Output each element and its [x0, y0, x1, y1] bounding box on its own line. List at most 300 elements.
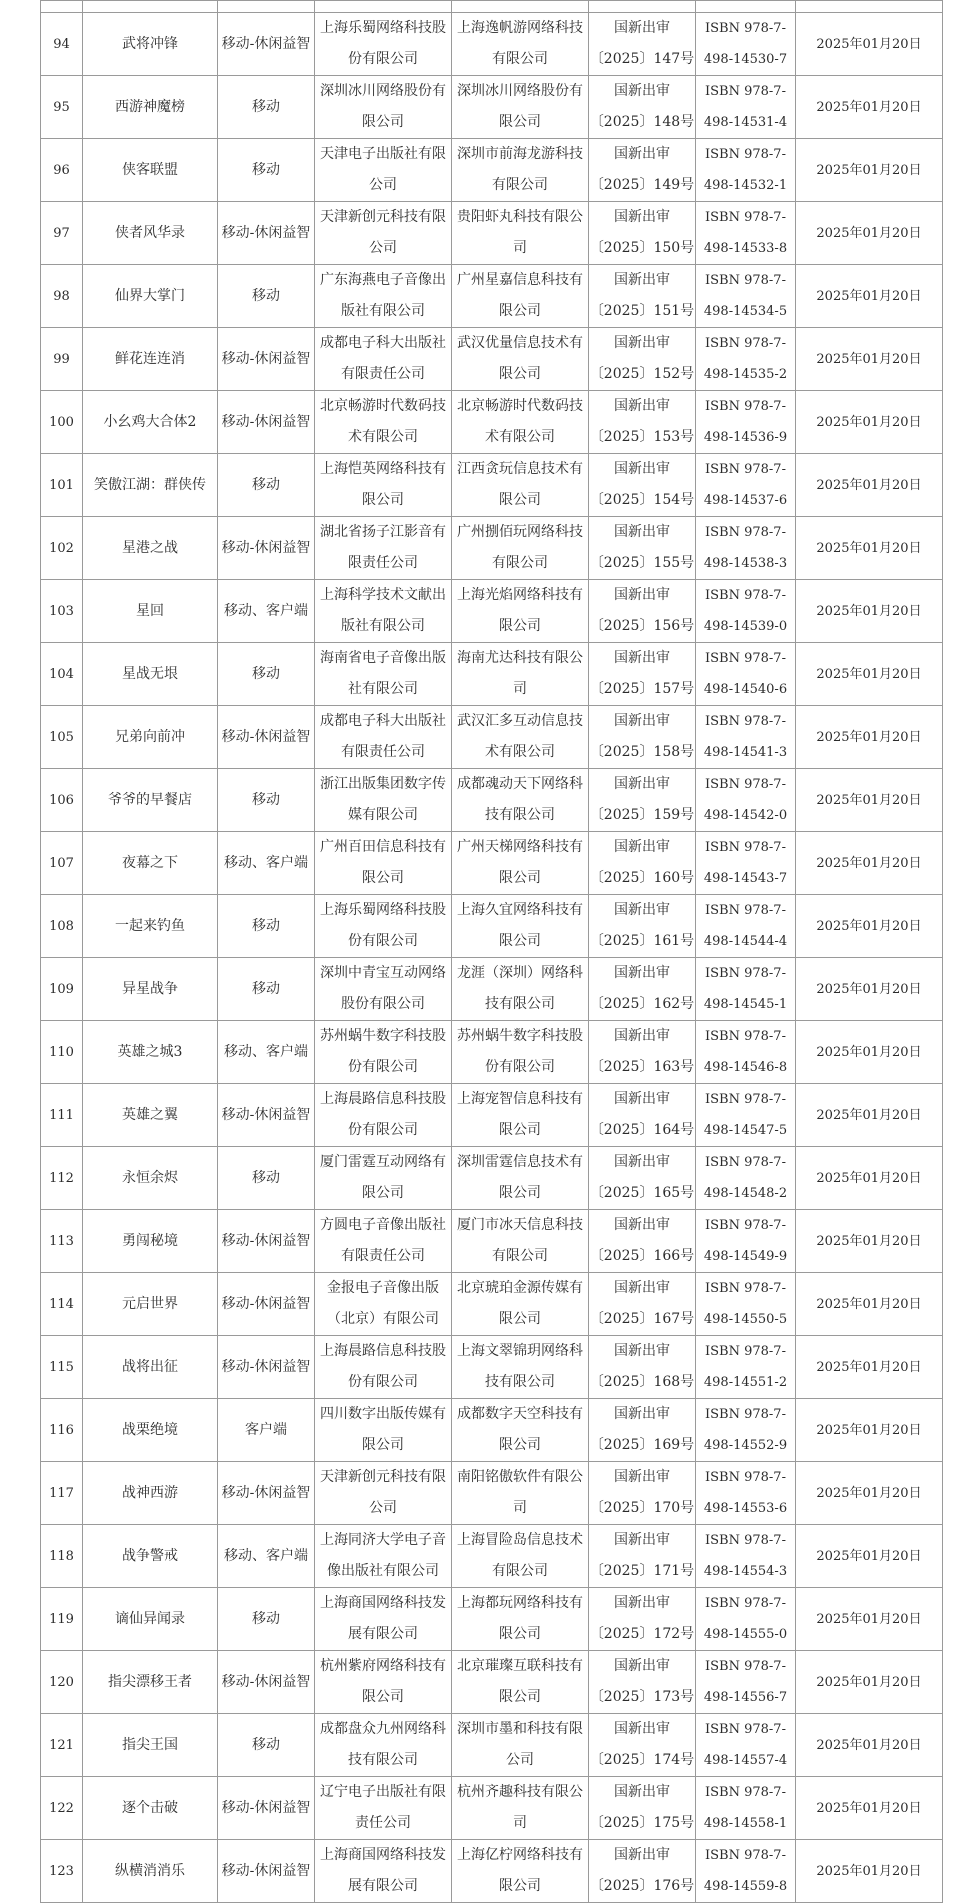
- isbn-line: 498-14552-9: [703, 1438, 788, 1453]
- approval-number-line: 国新出审: [614, 272, 670, 288]
- isbn-line: ISBN 978-7-: [705, 273, 786, 288]
- publisher-line: 限公司: [362, 1689, 404, 1705]
- cell-approval-number: [589, 1714, 696, 1777]
- table-row: [41, 1525, 943, 1588]
- isbn-line: 498-14541-3: [703, 745, 788, 760]
- cell-approval-number: [589, 202, 696, 265]
- cell-publisher: [315, 769, 452, 832]
- cell-operator: [452, 517, 589, 580]
- cell-row-number: 102: [41, 517, 83, 580]
- cell-row-number: 113: [41, 1210, 83, 1273]
- publisher-line: 份有限公司: [348, 1059, 418, 1075]
- approval-number-line: 〔2025〕155号: [589, 555, 695, 571]
- cell-approval-number: [589, 1021, 696, 1084]
- approval-number-line: 国新出审: [614, 965, 670, 981]
- cell-game-category: 移动、客户端: [218, 1021, 315, 1084]
- cell-operator: [452, 76, 589, 139]
- cell-approval-number: [589, 643, 696, 706]
- isbn-line: 498-14546-8: [703, 1060, 788, 1075]
- cell-approval-date: 2025年01月20日: [796, 832, 943, 895]
- publisher-line: 限公司: [362, 870, 404, 886]
- cell-game-name: 战神西游: [83, 1462, 218, 1525]
- cell-row-number: 96: [41, 139, 83, 202]
- table-row: [41, 895, 943, 958]
- approval-number-line: 国新出审: [614, 1091, 670, 1107]
- publisher-line: 份有限公司: [348, 933, 418, 949]
- cell-operator: [452, 1147, 589, 1210]
- cell-approval-date: 2025年01月20日: [796, 1588, 943, 1651]
- isbn-line: 498-14545-1: [703, 997, 788, 1012]
- approval-number-line: 〔2025〕150号: [589, 240, 695, 256]
- publisher-line: 广东海燕电子音像出: [320, 272, 446, 288]
- cell-approval-date: 2025年01月20日: [796, 1084, 943, 1147]
- operator-line: 上海文翠锦玥网络科: [457, 1343, 583, 1359]
- cell-approval-date: 2025年01月20日: [796, 265, 943, 328]
- operator-line: 限公司: [499, 1878, 541, 1894]
- cell-isbn: [696, 895, 796, 958]
- publisher-line: 有限责任公司: [341, 1248, 425, 1264]
- isbn-line: ISBN 978-7-: [705, 21, 786, 36]
- isbn-line: 498-14559-8: [703, 1879, 788, 1894]
- cell-isbn: [696, 769, 796, 832]
- isbn-line: 498-14554-3: [703, 1564, 788, 1579]
- isbn-line: 498-14533-8: [703, 241, 788, 256]
- cell-publisher: [315, 1084, 452, 1147]
- cell-approval-date: 2025年01月20日: [796, 1273, 943, 1336]
- cell-publisher: [315, 1777, 452, 1840]
- cell-publisher: [315, 1462, 452, 1525]
- isbn-line: 498-14544-4: [703, 934, 788, 949]
- isbn-line: 498-14537-6: [703, 493, 788, 508]
- cell-game-name: 夜幕之下: [83, 832, 218, 895]
- cell-game-category: 移动-休闲益智: [218, 1210, 315, 1273]
- isbn-line: 498-14540-6: [703, 682, 788, 697]
- isbn-line: ISBN 978-7-: [705, 1218, 786, 1233]
- cell-approval-number: [589, 1273, 696, 1336]
- cell-empty: [83, 1, 218, 13]
- publisher-line: 上海商国网络科技发: [320, 1847, 446, 1863]
- cell-game-name: 逐个击破: [83, 1777, 218, 1840]
- operator-line: 北京琥珀金源传媒有: [457, 1280, 583, 1296]
- publisher-line: 像出版社有限公司: [327, 1563, 439, 1579]
- cell-game-category: 移动、客户端: [218, 1525, 315, 1588]
- operator-line: 苏州蜗牛数字科技股: [457, 1028, 583, 1044]
- publisher-line: 公司: [369, 177, 397, 193]
- cell-empty: [452, 1, 589, 13]
- cell-publisher: [315, 1588, 452, 1651]
- cell-publisher: [315, 391, 452, 454]
- cell-approval-number: [589, 1840, 696, 1903]
- publisher-line: 上海晨路信息科技股: [320, 1091, 446, 1107]
- cell-game-category: 移动-休闲益智: [218, 328, 315, 391]
- cell-publisher: [315, 1336, 452, 1399]
- cell-game-name: 一起来钓鱼: [83, 895, 218, 958]
- cell-isbn: [696, 1273, 796, 1336]
- cell-game-category: 移动-休闲益智: [218, 1273, 315, 1336]
- approval-number-line: 国新出审: [614, 398, 670, 414]
- isbn-line: 498-14539-0: [703, 619, 788, 634]
- cell-approval-number: [589, 958, 696, 1021]
- operator-line: 司: [513, 681, 527, 697]
- table-body: [41, 1, 943, 1903]
- cell-operator: [452, 706, 589, 769]
- operator-line: 广州捌佰玩网络科技: [457, 524, 583, 540]
- cell-game-name: 星战无垠: [83, 643, 218, 706]
- approval-number-line: 国新出审: [614, 650, 670, 666]
- approval-number-line: 〔2025〕149号: [589, 177, 695, 193]
- cell-game-category: 移动-休闲益智: [218, 391, 315, 454]
- isbn-line: 498-14532-1: [703, 178, 788, 193]
- publisher-line: 限公司: [362, 1437, 404, 1453]
- table-row: [41, 706, 943, 769]
- cell-isbn: [696, 1462, 796, 1525]
- isbn-line: ISBN 978-7-: [705, 462, 786, 477]
- approval-number-line: 〔2025〕160号: [589, 870, 695, 886]
- approval-number-line: 〔2025〕158号: [589, 744, 695, 760]
- isbn-line: 498-14558-1: [703, 1816, 788, 1831]
- cell-game-name: 鲜花连连消: [83, 328, 218, 391]
- approval-number-line: 国新出审: [614, 1784, 670, 1800]
- approval-number-line: 国新出审: [614, 1154, 670, 1170]
- publisher-line: 辽宁电子出版社有限: [320, 1784, 446, 1800]
- cell-publisher: [315, 706, 452, 769]
- operator-line: 限公司: [499, 1311, 541, 1327]
- table-row: [41, 139, 943, 202]
- operator-line: 上海光焰网络科技有: [457, 587, 583, 603]
- cell-isbn: [696, 1336, 796, 1399]
- cell-isbn: [696, 1084, 796, 1147]
- cell-approval-date: 2025年01月20日: [796, 328, 943, 391]
- approval-number-line: 〔2025〕171号: [589, 1563, 695, 1579]
- cell-publisher: [315, 454, 452, 517]
- publisher-line: 公司: [369, 240, 397, 256]
- cell-row-number: 110: [41, 1021, 83, 1084]
- cell-row-number: 97: [41, 202, 83, 265]
- cell-isbn: [696, 1777, 796, 1840]
- table-row: [41, 1336, 943, 1399]
- table-row: [41, 832, 943, 895]
- approval-number-line: 国新出审: [614, 902, 670, 918]
- cell-game-category: 移动: [218, 769, 315, 832]
- approval-number-line: 国新出审: [614, 461, 670, 477]
- publisher-line: 媒有限公司: [348, 807, 418, 823]
- cell-operator: [452, 1273, 589, 1336]
- isbn-line: ISBN 978-7-: [705, 1722, 786, 1737]
- publisher-line: 方圆电子音像出版社: [320, 1217, 446, 1233]
- isbn-line: 498-14530-7: [703, 52, 788, 67]
- cell-game-category: 移动-休闲益智: [218, 1084, 315, 1147]
- cell-game-name: 笑傲江湖：群侠传: [83, 454, 218, 517]
- cell-row-number: 107: [41, 832, 83, 895]
- approval-number-line: 国新出审: [614, 1469, 670, 1485]
- isbn-line: ISBN 978-7-: [705, 966, 786, 981]
- publisher-line: 天津新创元科技有限: [320, 209, 446, 225]
- cell-approval-date: 2025年01月20日: [796, 139, 943, 202]
- cell-publisher: [315, 832, 452, 895]
- cell-isbn: [696, 706, 796, 769]
- operator-line: 限公司: [499, 303, 541, 319]
- isbn-line: ISBN 978-7-: [705, 1281, 786, 1296]
- publisher-line: 天津电子出版社有限: [320, 146, 446, 162]
- cell-approval-number: [589, 1210, 696, 1273]
- cell-game-name: 小幺鸡大合体2: [83, 391, 218, 454]
- operator-line: 技有限公司: [485, 996, 555, 1012]
- cell-game-category: 移动-休闲益智: [218, 1840, 315, 1903]
- operator-line: 深圳市前海龙游科技: [457, 146, 583, 162]
- operator-line: 北京畅游时代数码技: [457, 398, 583, 414]
- cell-approval-number: [589, 1651, 696, 1714]
- operator-line: 司: [513, 240, 527, 256]
- operator-line: 海南尤达科技有限公: [457, 650, 583, 666]
- isbn-line: 498-14543-7: [703, 871, 788, 886]
- operator-line: 南阳铭傲软件有限公: [457, 1469, 583, 1485]
- cell-approval-date: 2025年01月20日: [796, 1399, 943, 1462]
- cell-row-number: 95: [41, 76, 83, 139]
- isbn-line: 498-14531-4: [703, 115, 788, 130]
- cell-game-category: 移动-休闲益智: [218, 706, 315, 769]
- cell-game-category: 移动: [218, 1714, 315, 1777]
- operator-line: 有限公司: [492, 1563, 548, 1579]
- approval-number-line: 〔2025〕170号: [589, 1500, 695, 1516]
- operator-line: 公司: [506, 1752, 534, 1768]
- cell-approval-number: [589, 1462, 696, 1525]
- approval-number-line: 国新出审: [614, 776, 670, 792]
- cell-isbn: [696, 580, 796, 643]
- cell-approval-number: [589, 769, 696, 832]
- cell-row-number: 112: [41, 1147, 83, 1210]
- approval-number-line: 国新出审: [614, 1658, 670, 1674]
- publisher-line: 上海乐蜀网络科技股: [320, 20, 446, 36]
- publisher-line: 四川数字出版传媒有: [320, 1406, 446, 1422]
- isbn-line: 498-14549-9: [703, 1249, 788, 1264]
- cell-game-category: 移动-休闲益智: [218, 1462, 315, 1525]
- cell-row-number: 105: [41, 706, 83, 769]
- cell-approval-number: [589, 706, 696, 769]
- cell-game-name: 兄弟向前冲: [83, 706, 218, 769]
- isbn-line: ISBN 978-7-: [705, 525, 786, 540]
- operator-line: 份有限公司: [485, 1059, 555, 1075]
- cell-operator: [452, 1336, 589, 1399]
- isbn-line: ISBN 978-7-: [705, 1029, 786, 1044]
- table-row: [41, 958, 943, 1021]
- publisher-line: 深圳中青宝互动网络: [320, 965, 446, 981]
- isbn-line: 498-14542-0: [703, 808, 788, 823]
- cell-publisher: [315, 643, 452, 706]
- approval-list-table: [40, 0, 943, 1903]
- operator-line: 上海亿柠网络科技有: [457, 1847, 583, 1863]
- operator-line: 限公司: [499, 933, 541, 949]
- approval-number-line: 国新出审: [614, 1721, 670, 1737]
- approval-number-line: 国新出审: [614, 524, 670, 540]
- cell-approval-number: [589, 391, 696, 454]
- cell-game-name: 爷爷的早餐店: [83, 769, 218, 832]
- cell-operator: [452, 1084, 589, 1147]
- isbn-line: ISBN 978-7-: [705, 903, 786, 918]
- cell-approval-number: [589, 76, 696, 139]
- isbn-line: ISBN 978-7-: [705, 1407, 786, 1422]
- table-row: [41, 517, 943, 580]
- publisher-line: 湖北省扬子江影音有: [320, 524, 446, 540]
- cell-approval-number: [589, 1336, 696, 1399]
- publisher-line: 限公司: [362, 1185, 404, 1201]
- operator-line: 成都魂动天下网络科: [457, 776, 583, 792]
- isbn-line: 498-14535-2: [703, 367, 788, 382]
- cell-game-name: 侠客联盟: [83, 139, 218, 202]
- cell-operator: [452, 643, 589, 706]
- cell-operator: [452, 1525, 589, 1588]
- cell-game-name: 星港之战: [83, 517, 218, 580]
- publisher-line: 杭州紫府网络科技有: [320, 1658, 446, 1674]
- approval-number-line: 〔2025〕161号: [589, 933, 695, 949]
- cell-game-category: 客户端: [218, 1399, 315, 1462]
- cell-operator: [452, 139, 589, 202]
- publisher-line: 展有限公司: [348, 1878, 418, 1894]
- cell-game-name: 纵横消消乐: [83, 1840, 218, 1903]
- publisher-line: 技有限公司: [348, 1752, 418, 1768]
- cell-isbn: [696, 1399, 796, 1462]
- cell-publisher: [315, 1840, 452, 1903]
- cell-row-number: 117: [41, 1462, 83, 1525]
- cell-operator: [452, 13, 589, 76]
- cell-isbn: [696, 265, 796, 328]
- isbn-line: ISBN 978-7-: [705, 1344, 786, 1359]
- operator-line: 限公司: [499, 492, 541, 508]
- isbn-line: ISBN 978-7-: [705, 336, 786, 351]
- publisher-line: 深圳冰川网络股份有: [320, 83, 446, 99]
- cell-approval-date: 2025年01月20日: [796, 895, 943, 958]
- cell-approval-date: 2025年01月20日: [796, 1840, 943, 1903]
- cell-isbn: [696, 1840, 796, 1903]
- operator-line: 限公司: [499, 618, 541, 634]
- publisher-line: 版社有限公司: [341, 303, 425, 319]
- cell-game-category: 移动、客户端: [218, 580, 315, 643]
- cell-empty: [41, 1, 83, 13]
- cell-publisher: [315, 1210, 452, 1273]
- approval-number-line: 〔2025〕147号: [589, 51, 695, 67]
- cell-operator: [452, 1777, 589, 1840]
- approval-number-line: 〔2025〕148号: [589, 114, 695, 130]
- publisher-line: 成都盘众九州网络科: [320, 1721, 446, 1737]
- cell-publisher: [315, 1147, 452, 1210]
- cell-approval-date: 2025年01月20日: [796, 454, 943, 517]
- cell-isbn: [696, 328, 796, 391]
- approval-number-line: 〔2025〕162号: [589, 996, 695, 1012]
- table-row: [41, 1210, 943, 1273]
- isbn-line: 498-14555-0: [703, 1627, 788, 1642]
- cell-game-name: 武将冲锋: [83, 13, 218, 76]
- cell-isbn: [696, 391, 796, 454]
- approval-number-line: 〔2025〕163号: [589, 1059, 695, 1075]
- cell-row-number: 106: [41, 769, 83, 832]
- operator-line: 限公司: [499, 1689, 541, 1705]
- approval-number-line: 〔2025〕169号: [589, 1437, 695, 1453]
- approval-number-line: 〔2025〕157号: [589, 681, 695, 697]
- publisher-line: 厦门雷霆互动网络有: [320, 1154, 446, 1170]
- approval-number-line: 国新出审: [614, 1280, 670, 1296]
- cell-game-name: 侠者风华录: [83, 202, 218, 265]
- table-row: [41, 580, 943, 643]
- approval-number-line: 〔2025〕152号: [589, 366, 695, 382]
- publisher-line: 股份有限公司: [341, 996, 425, 1012]
- publisher-line: 天津新创元科技有限: [320, 1469, 446, 1485]
- cell-publisher: [315, 1273, 452, 1336]
- cell-game-category: 移动-休闲益智: [218, 202, 315, 265]
- cell-operator: [452, 958, 589, 1021]
- cell-approval-number: [589, 895, 696, 958]
- cell-game-category: 移动: [218, 958, 315, 1021]
- operator-line: 术有限公司: [485, 744, 555, 760]
- cell-publisher: [315, 1651, 452, 1714]
- cell-row-number: 109: [41, 958, 83, 1021]
- operator-line: 限公司: [499, 366, 541, 382]
- approval-number-line: 〔2025〕172号: [589, 1626, 695, 1642]
- operator-line: 技有限公司: [485, 1374, 555, 1390]
- operator-line: 武汉汇多互动信息技: [457, 713, 583, 729]
- table-row: [41, 391, 943, 454]
- cell-publisher: [315, 265, 452, 328]
- isbn-line: ISBN 978-7-: [705, 588, 786, 603]
- cell-publisher: [315, 76, 452, 139]
- publisher-line: 有限责任公司: [341, 366, 425, 382]
- publisher-line: 成都电子科大出版社: [320, 713, 446, 729]
- cell-publisher: [315, 328, 452, 391]
- table-row: [41, 454, 943, 517]
- publisher-line: （北京）有限公司: [327, 1311, 439, 1327]
- cell-row-number: 108: [41, 895, 83, 958]
- cell-isbn: [696, 1651, 796, 1714]
- cell-operator: [452, 1714, 589, 1777]
- isbn-line: ISBN 978-7-: [705, 1155, 786, 1170]
- operator-line: 上海久宜网络科技有: [457, 902, 583, 918]
- cell-isbn: [696, 1714, 796, 1777]
- operator-line: 上海宠智信息科技有: [457, 1091, 583, 1107]
- cell-publisher: [315, 13, 452, 76]
- cell-game-name: 英雄之城3: [83, 1021, 218, 1084]
- cell-approval-number: [589, 580, 696, 643]
- cell-publisher: [315, 139, 452, 202]
- isbn-line: 498-14553-6: [703, 1501, 788, 1516]
- cell-publisher: [315, 517, 452, 580]
- operator-line: 有限公司: [492, 51, 548, 67]
- table-row: [41, 13, 943, 76]
- cell-game-category: 移动-休闲益智: [218, 1777, 315, 1840]
- publisher-line: 上海商国网络科技发: [320, 1595, 446, 1611]
- table-row: [41, 1651, 943, 1714]
- approval-number-line: 国新出审: [614, 1343, 670, 1359]
- operator-line: 杭州齐趣科技有限公: [457, 1784, 583, 1800]
- isbn-line: ISBN 978-7-: [705, 84, 786, 99]
- cell-operator: [452, 1462, 589, 1525]
- isbn-line: ISBN 978-7-: [705, 1533, 786, 1548]
- publisher-line: 社有限公司: [348, 681, 418, 697]
- publisher-line: 限公司: [362, 114, 404, 130]
- cell-publisher: [315, 958, 452, 1021]
- cell-operator: [452, 832, 589, 895]
- operator-line: 有限公司: [492, 177, 548, 193]
- publisher-line: 广州百田信息科技有: [320, 839, 446, 855]
- cell-publisher: [315, 580, 452, 643]
- cell-row-number: 98: [41, 265, 83, 328]
- cell-approval-number: [589, 832, 696, 895]
- approval-number-line: 〔2025〕174号: [589, 1752, 695, 1768]
- approval-number-line: 〔2025〕173号: [589, 1689, 695, 1705]
- cell-approval-date: 2025年01月20日: [796, 13, 943, 76]
- publisher-line: 版社有限公司: [341, 618, 425, 634]
- cell-approval-number: [589, 1777, 696, 1840]
- cell-publisher: [315, 202, 452, 265]
- publisher-line: 金报电子音像出版: [327, 1280, 439, 1296]
- approval-number-line: 国新出审: [614, 713, 670, 729]
